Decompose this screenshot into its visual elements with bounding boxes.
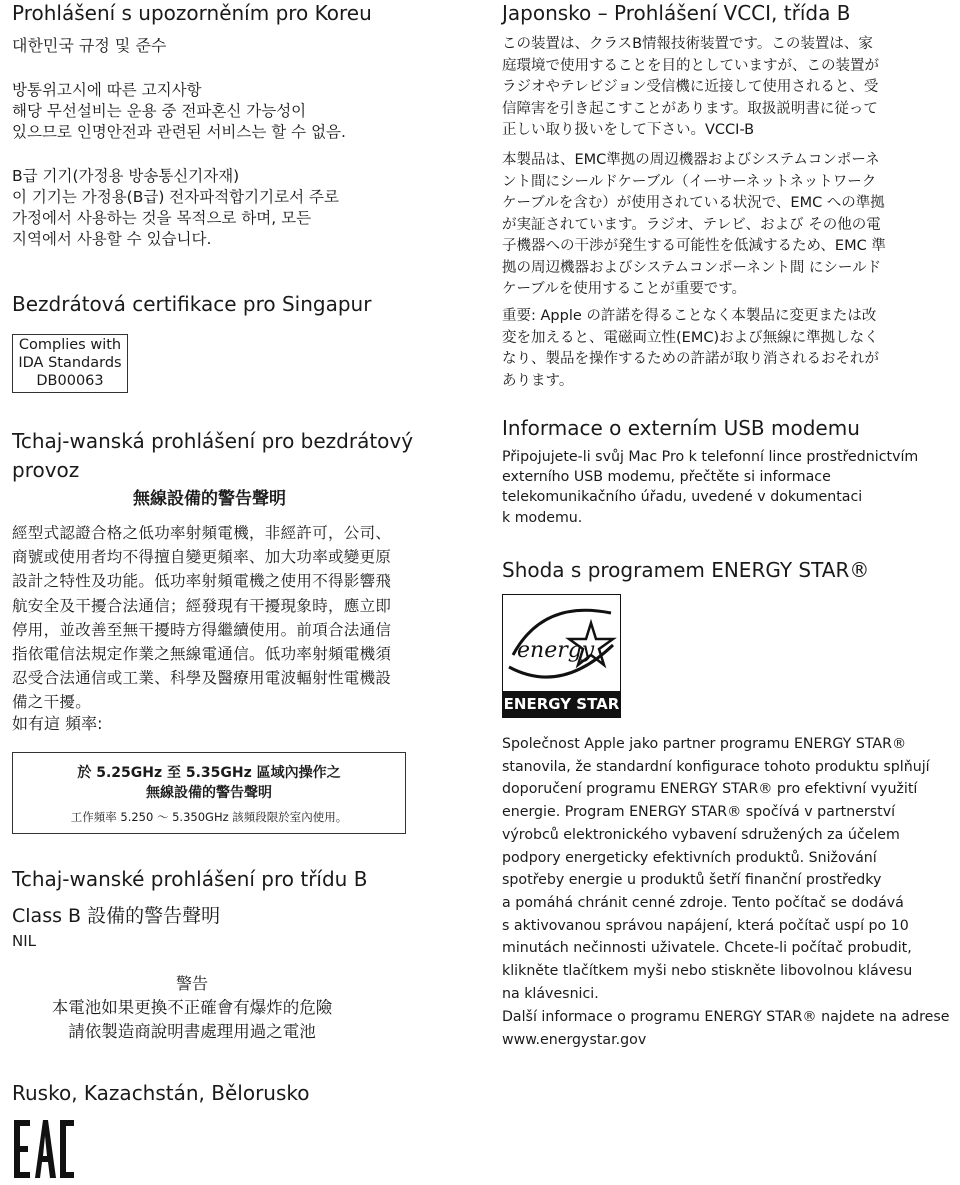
energy-star-heading: Shoda s programem ENERGY STAR® — [502, 558, 870, 582]
eac-logo — [12, 1118, 76, 1180]
taiwan-wireless-title: 無線設備的警告聲明 — [133, 489, 286, 509]
usb-modem-body: Připojujete-li svůj Mac Pro k telefonní lince prostřednictvím externího USB modemu, přečtěte si informace telekomunikačního úřadu, uvedené v dokumentaci k modemu. — [502, 449, 919, 526]
battery-warning-line-2: 請依製造商說明書處理用過之電池 — [68, 1022, 316, 1041]
energy-script: energy — [517, 638, 595, 663]
energy-star-logo-label: ENERGY STAR — [503, 691, 620, 717]
korea-heading: Prohlášení s upozorněním pro Koreu — [12, 1, 372, 25]
freq-box-line-3: 工作頻率 5.250 ～ 5.350GHz 該頻段限於室內使用。 — [70, 810, 348, 824]
energy-star-para-2: Další informace o programu ENERGY STAR® najdete na adrese www.energystar.gov — [502, 1009, 950, 1048]
taiwan-classb-heading: Tchaj-wanské prohlášení pro třídu B — [12, 867, 368, 891]
freq-box-line-2: 無線設備的警告聲明 — [146, 785, 272, 801]
eac-bar — [14, 1172, 30, 1178]
ida-line-2: IDA Standards — [18, 355, 122, 371]
taiwan-wireless-body: 經型式認證合格之低功率射頻電機，非經許可，公司、 商號或使用者均不得擅自變更頻率、加大功率或變更原 設計之特性及功能。低功率射頻電機之使用不得影響飛 航安全及干擾合法通信；經發現有干擾現象時，應立即 停用，並改善至無干擾時方得繼續使用。前項合法通信 指依電信法規定作業之無線電通信。低功率射頻電機須 忍受合法通信或工業、科學及醫療用電波輻射性電機設 備之干擾。 — [12, 524, 392, 712]
ida-line-1: Complies with — [18, 337, 122, 353]
eac-bar — [14, 1146, 28, 1152]
japan-para-2: 本製品は、EMC準拠の周辺機器およびシステムコンポーネ ント間にシールドケーブル（イーサーネットネットワーク ケーブルを含む）が使用されている状況で、EMC への準拠 が実証されています。ラジオ、テレビ、および その他の電 子機器への干渉が発生する可能性を低減するため、EMC 準 拠の周辺機器およびシステムコンポーネント間 にシールド ケーブルを使用することが重要です。 — [502, 152, 886, 297]
korea-subheading: 대한민국 규정 및 준수 — [12, 36, 167, 55]
freq-box-line-1: 於 5.25GHz 至 5.35GHz 區域內操作之 — [77, 765, 341, 781]
battery-warning-title: 警告 — [175, 974, 208, 993]
ida-compliance-label — [12, 334, 128, 393]
energy-star-para-1: Společnost Apple jako partner programu ENERGY STAR® stanovila, že standardní konfigurace tohoto produktu splňují doporučení programu ENERGY STAR® pro efektivní využití energie. Program ENERGY STAR® spočívá v partnerství výrobců elektronického vybavení sdružených za účelem podpory energeticky efektivních produktů. Snižování spotřeby energie u produktů šetří finanční prostředky a pomáhá chránit cenné zdroje. Tento počítač se dodává s aktivovanou správou napájení, která počítač uspí po 10 minutách nečinnosti uživatele. Chcete-li počítač probudit, klikněte tlačítkem myši nebo stiskněte libovolnou klávesu na klávesnici. — [502, 736, 930, 1002]
japan-para-1: この装置は、クラスB情報技術装置です。この装置は、家 庭環境で使用することを目的としていますが、この装置が ラジオやテレビジョン受信機に近接して使用されると、受 信障害を引き起こすことがあります。取扱説明書に従って 正しい取り扱いをして下さい。VCCI-B — [502, 36, 879, 138]
frequency-label: 如有這 頻率: — [12, 714, 103, 733]
battery-warning-line-1: 本電池如果更換不正確會有爆炸的危險 — [51, 998, 333, 1017]
eac-bar — [60, 1120, 66, 1178]
russia-heading: Rusko, Kazachstán, Bělorusko — [12, 1081, 310, 1105]
ida-line-3: DB00063 — [36, 373, 104, 389]
eac-letter-a — [35, 1120, 56, 1178]
korea-para-2: B급 기기(가정용 방송통신기자재) 이 기기는 가정용(B급) 전자파적합기기로서 주로 가정에서 사용하는 것을 목적으로 하며, 모든 지역에서 사용할 수 있습니다. — [12, 167, 339, 248]
energy-star-logo — [502, 594, 621, 718]
eac-bar — [14, 1120, 30, 1126]
japan-heading: Japonsko – Prohlášení VCCI, třída B — [502, 1, 851, 25]
japan-para-3: 重要: Apple の許諾を得ることなく本製品に変更または改 変を加えると、電磁両立性(EMC)および無線に準拠しなく なり、製品を操作するための許諾が取り消されるおそれが あります。 — [502, 308, 879, 389]
nil-text: NIL — [12, 932, 37, 950]
usb-modem-heading: Informace o externím USB modemu — [502, 416, 860, 440]
korea-para-1: 방통위고시에 따른 고지사항 해당 무선설비는 운용 중 전파혼신 가능성이 있으므로 인명안전과 관련된 서비스는 할 수 없음. — [12, 81, 346, 141]
eac-bar — [60, 1172, 74, 1178]
eac-bar — [60, 1120, 74, 1126]
taiwan-classb-subheading: Class B 設備的警告聲明 — [12, 905, 221, 927]
singapore-heading: Bezdrátová certifikace pro Singapur — [12, 292, 372, 316]
frequency-warning-box — [12, 752, 406, 834]
taiwan-wireless-heading: Tchaj-wanská prohlášení pro bezdrátový provoz — [12, 429, 414, 482]
